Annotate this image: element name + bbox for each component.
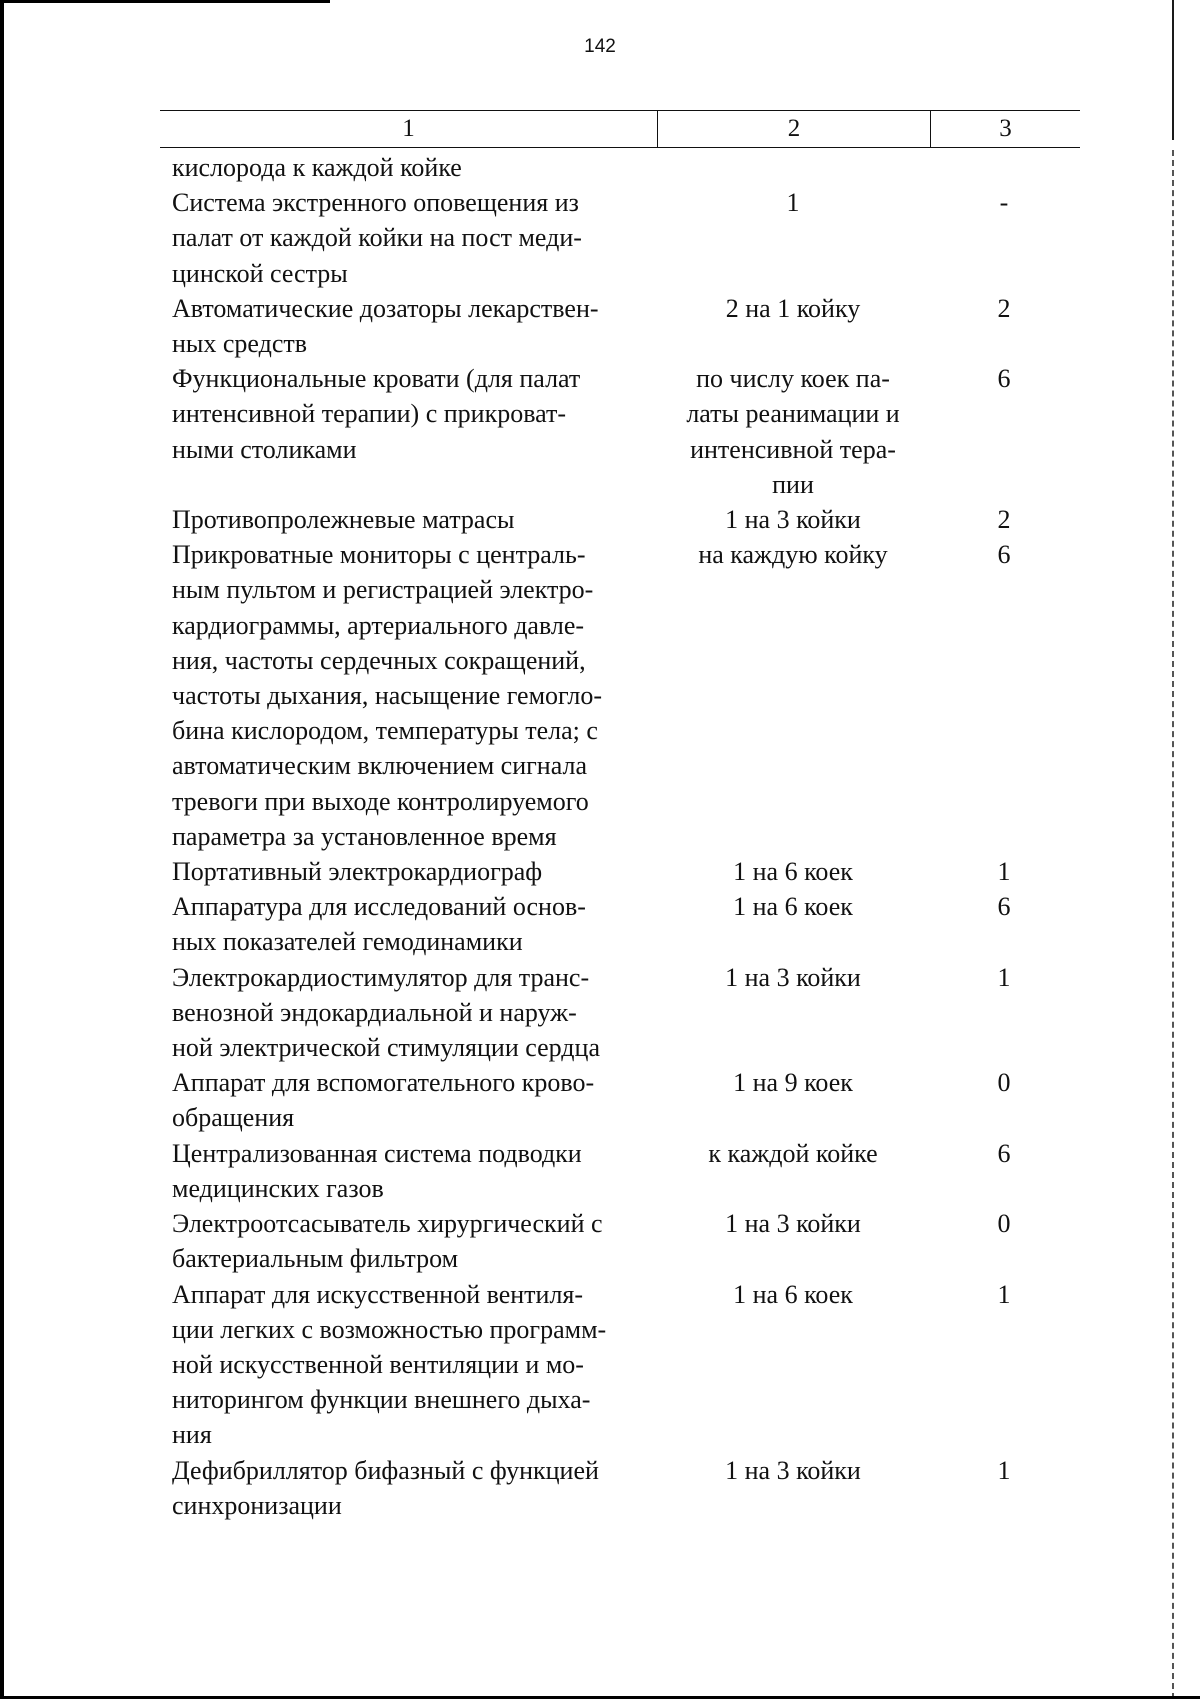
equipment-quantity: 1 на 9 коек (733, 1068, 853, 1098)
equipment-quantity: 1 на 3 койки (725, 505, 861, 535)
equipment-name: Прикроватные мониторы с централь- ным пультом и регистрацией электро- кардиограммы, артериального давле- ния, частоты сердечных сокращений, частоты дыхания, насыщение гемогло- бина кислородом, температуры тела; с автоматическим включением сигнала тревоги при выходе контролируемого параметра за установленное время (172, 540, 603, 851)
equipment-count: 1 (997, 1279, 1011, 1309)
column-header-1: 1 (160, 111, 658, 147)
scan-edge-right (1172, 0, 1174, 140)
equipment-quantity: по числу коек па- латы реанимации и интенсивной тера- пии (686, 364, 900, 499)
equipment-count: 6 (997, 1138, 1011, 1168)
equipment-count: 6 (997, 364, 1011, 394)
table-row (160, 502, 1080, 537)
equipment-quantity: на каждую койку (698, 540, 888, 570)
equipment-count: - (999, 188, 1009, 218)
table-row (160, 1065, 1080, 1135)
equipment-quantity: 2 на 1 койку (725, 293, 861, 323)
table-row (160, 1136, 1080, 1206)
equipment-count: 6 (997, 540, 1011, 570)
scan-edge-right-dashed (1172, 150, 1174, 1699)
table-row (160, 291, 1080, 361)
equipment-name: Автоматические дозаторы лекарствен- ных средств (172, 293, 599, 359)
equipment-quantity: 1 на 6 коек (733, 892, 853, 922)
scan-edge-top (0, 0, 330, 3)
equipment-count: 2 (997, 293, 1011, 323)
table-row (160, 361, 1080, 502)
equipment-count: 1 (997, 857, 1011, 887)
equipment-name: Функциональные кровати (для палат интенсивной терапии) с прикроват- ными столиками (172, 364, 581, 464)
equipment-quantity: 1 на 6 коек (733, 1279, 853, 1309)
table-row (160, 537, 1080, 854)
equipment-quantity: 1 (786, 188, 800, 218)
equipment-count: 0 (997, 1068, 1011, 1098)
equipment-count: 1 (997, 1455, 1011, 1485)
table-row (160, 150, 1080, 185)
column-header-3: 3 (999, 115, 1012, 142)
table-row (160, 889, 1080, 959)
equipment-name: Электрокардиостимулятор для транс- венозной эндокардиальной и наруж- ной электрической стимуляции сердца (172, 962, 600, 1063)
equipment-quantity: 1 на 3 койки (725, 1209, 861, 1239)
equipment-name: Электроотсасыватель хирургический с бактериальным фильтром (172, 1209, 603, 1274)
page-number: 142 (584, 36, 616, 57)
equipment-quantity: к каждой койке (708, 1138, 878, 1168)
equipment-name: Централизованная система подводки медицинских газов (172, 1138, 582, 1203)
table-row (160, 1277, 1080, 1453)
equipment-quantity: 1 на 3 койки (725, 962, 861, 992)
equipment-name: Аппарат для искусственной вентиля- ции легких с возможностью программ- ной искусственной вентиляции и мо- ниторингом функции внешнего дыха- ния (172, 1279, 607, 1450)
table-row (160, 854, 1080, 889)
equipment-count: 2 (997, 505, 1011, 535)
equipment-name: Дефибриллятор бифазный с функцией синхронизации (172, 1455, 599, 1520)
equipment-quantity: 1 на 6 коек (733, 857, 853, 887)
table-row (160, 960, 1080, 1066)
equipment-name: Портативный электрокардиограф (172, 857, 543, 887)
table-row (160, 185, 1080, 291)
equipment-name: Аппарат для вспомогательного крово- обращения (172, 1068, 595, 1133)
equipment-name: Противопролежневые матрасы (172, 505, 515, 535)
column-header-2: 2 (658, 111, 931, 147)
table-header (160, 110, 1080, 148)
scan-edge-left (0, 0, 4, 1699)
equipment-table (160, 110, 1080, 1523)
table-row (160, 1453, 1080, 1523)
table-row (160, 1206, 1080, 1276)
equipment-name: Аппаратура для исследований основ- ных показателей гемодинамики (172, 892, 586, 957)
equipment-name: кислорода к каждой койке (172, 153, 462, 182)
equipment-count: 6 (997, 892, 1011, 922)
equipment-count: 0 (997, 1209, 1011, 1239)
equipment-name: Система экстренного оповещения из палат от каждой койки на пост меди- цинской сестры (172, 188, 582, 288)
equipment-count: 1 (997, 962, 1011, 992)
equipment-quantity: 1 на 3 койки (725, 1455, 861, 1485)
